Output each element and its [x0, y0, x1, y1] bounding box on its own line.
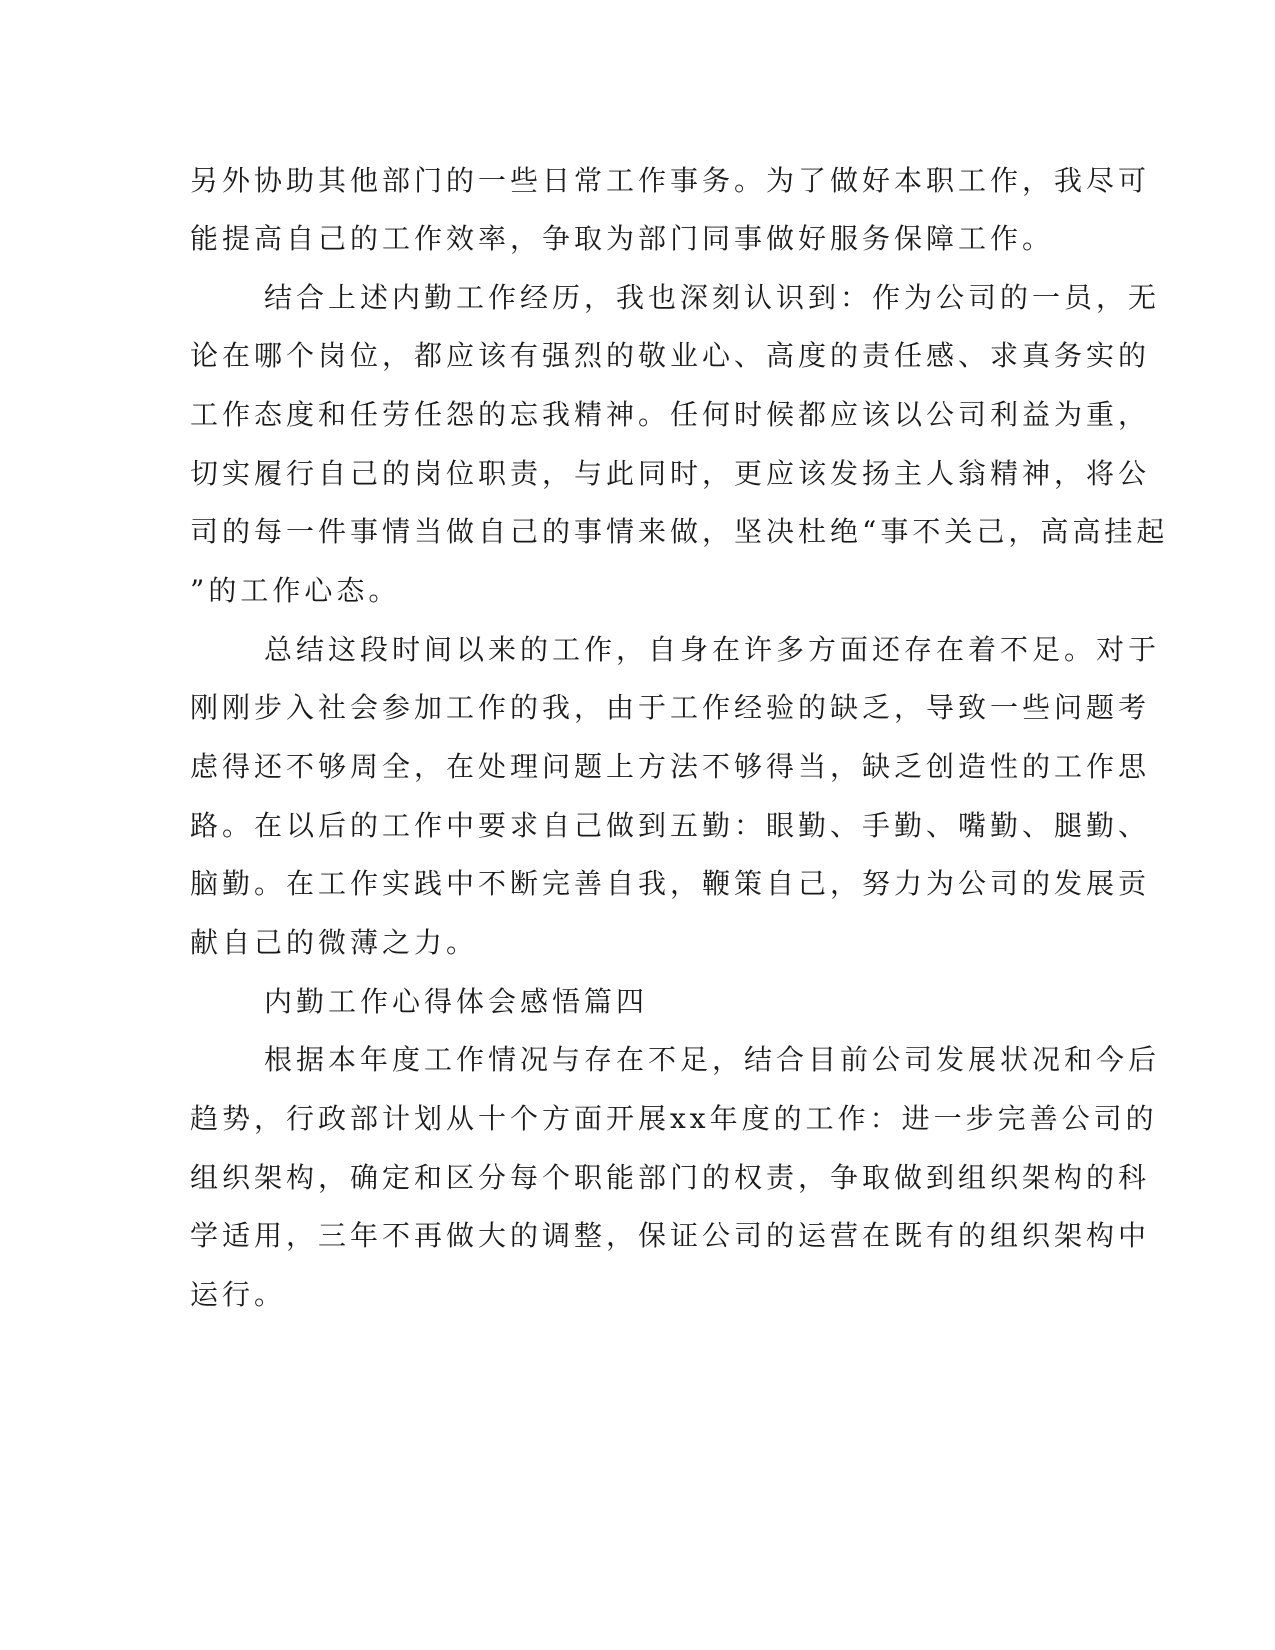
paragraph-line: 能提高自己的工作效率，争取为部门同事做好服务保障工作。 — [190, 222, 1055, 255]
paragraph-line: 路。在以后的工作中要求自己做到五勤：眼勤、手勤、嘴勤、腿勤、 — [190, 809, 1151, 842]
paragraph-line: 根据本年度工作情况与存在不足，结合目前公司发展状况和今后 — [264, 1043, 1161, 1076]
paragraph-line: 刚刚步入社会参加工作的我，由于工作经验的缺乏，导致一些问题考 — [190, 691, 1151, 724]
paragraph-line: 结合上述内勤工作经历，我也深刻认识到：作为公司的一员，无 — [264, 281, 1161, 314]
paragraph-line: 总结这段时间以来的工作，自身在许多方面还存在着不足。对于 — [264, 633, 1161, 666]
paragraph-line: 组织架构，确定和区分每个职能部门的权责，争取做到组织架构的科 — [190, 1161, 1151, 1194]
paragraph-line: 工作态度和任劳任怨的忘我精神。任何时候都应该以公司利益为重， — [190, 398, 1151, 431]
section-heading: 内勤工作心得体会感悟篇四 — [264, 985, 649, 1018]
paragraph-line: 学适用，三年不再做大的调整，保证公司的运营在既有的组织架构中 — [190, 1219, 1151, 1252]
paragraph-line: 献自己的微薄之力。 — [190, 926, 479, 959]
paragraph-line: 司的每一件事情当做自己的事情来做，坚决杜绝“事不关己，高高挂起 — [190, 515, 1169, 548]
paragraph-line: 趋势，行政部计划从十个方面开展xx年度的工作：进一步完善公司的 — [190, 1102, 1158, 1135]
paragraph-line: 另外协助其他部门的一些日常工作事务。为了做好本职工作，我尽可 — [190, 164, 1151, 197]
paragraph-line: 脑勤。在工作实践中不断完善自我，鞭策自己，努力为公司的发展贡 — [190, 867, 1151, 900]
paragraph-line: 运行。 — [190, 1278, 287, 1311]
paragraph-line: 虑得还不够周全，在处理问题上方法不够得当，缺乏创造性的工作思 — [190, 750, 1151, 783]
paragraph-line: 切实履行自己的岗位职责，与此同时，更应该发扬主人翁精神，将公 — [190, 457, 1151, 490]
paragraph-line: 论在哪个岗位，都应该有强烈的敬业心、高度的责任感、求真务实的 — [190, 339, 1151, 372]
paragraph-line: ”的工作心态。 — [190, 574, 401, 607]
